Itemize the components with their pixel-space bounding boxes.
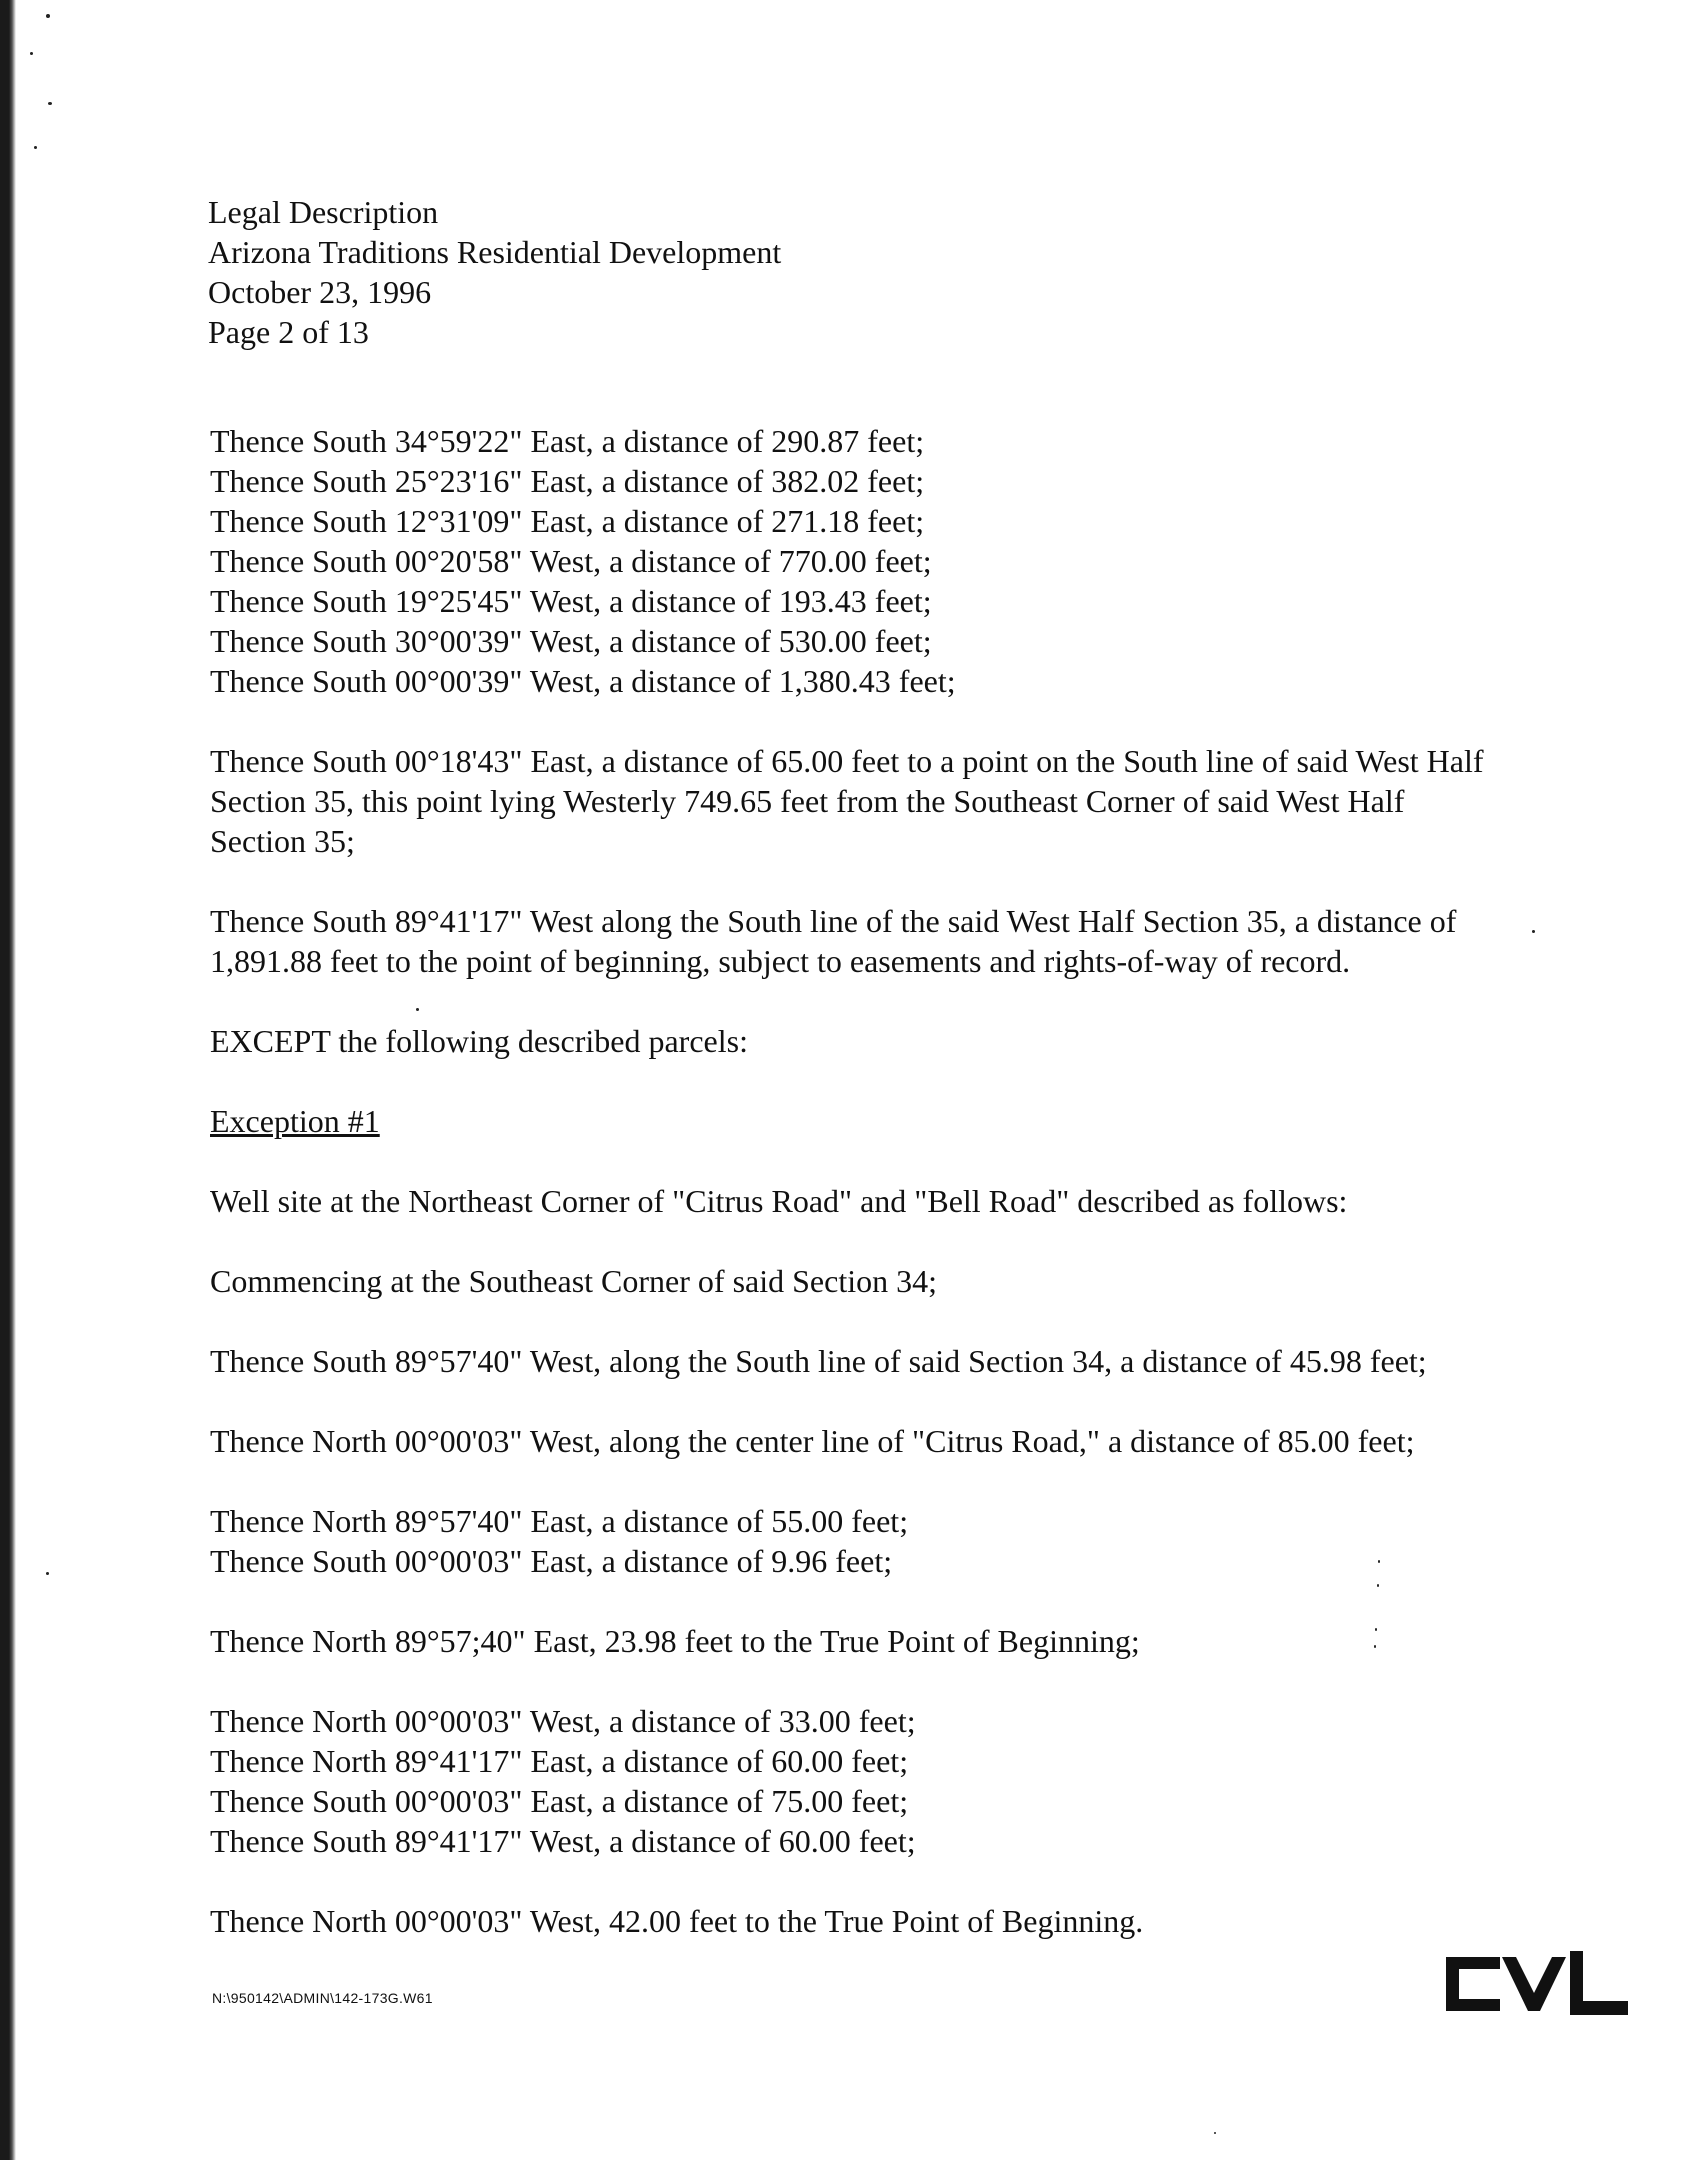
courses-block-3 bbox=[210, 1701, 1550, 1861]
course-line: Thence North 89°41'17" East, a distance of 60.00 feet; bbox=[210, 1743, 909, 1779]
scan-speck bbox=[46, 14, 50, 18]
paragraph-line: Section 35, this point lying Westerly 749.65 feet from the Southeast Corner of said West Half bbox=[210, 783, 1405, 819]
header-title: Legal Description bbox=[208, 194, 439, 230]
cvl-logo bbox=[1442, 1945, 1632, 2025]
scan-speck bbox=[34, 146, 37, 149]
courses-block-2 bbox=[210, 1501, 1550, 1581]
course-line: Thence South 34°59'22" East, a distance of 290.87 feet; bbox=[210, 423, 925, 459]
course-line: Thence South 12°31'09" East, a distance of 271.18 feet; bbox=[210, 503, 925, 539]
course-line: Thence South 89°41'17" West, a distance of 60.00 feet; bbox=[210, 1823, 916, 1859]
except-statement: EXCEPT the following described parcels: bbox=[210, 1023, 748, 1059]
paragraph-line: Section 35; bbox=[210, 823, 355, 859]
exception-heading: Exception #1 bbox=[210, 1103, 380, 1139]
true-point-statement: Thence North 89°57;40" East, 23.98 feet to the True Point of Beginning; bbox=[210, 1623, 1140, 1659]
course-line: Thence South 00°20'58" West, a distance of 770.00 feet; bbox=[210, 543, 932, 579]
well-site-statement: Well site at the Northeast Corner of "Citrus Road" and "Bell Road" described as follows: bbox=[210, 1183, 1348, 1219]
scan-speck bbox=[46, 1572, 49, 1575]
courses-block-1 bbox=[210, 421, 1550, 701]
course-line: Thence North 00°00'03" West, a distance of 33.00 feet; bbox=[210, 1703, 916, 1739]
scan-speck bbox=[48, 102, 52, 105]
closing-statement: Thence North 00°00'03" West, 42.00 feet to the True Point of Beginning. bbox=[210, 1903, 1144, 1939]
header-page-number: Page 2 of 13 bbox=[208, 314, 369, 350]
paragraph-line: Thence South 89°41'17" West along the South line of the said West Half Section 35, a distance of bbox=[210, 903, 1457, 939]
course-line: Thence South 25°23'16" East, a distance of 382.02 feet; bbox=[210, 463, 925, 499]
course-line: Thence South 89°57'40" West, along the South line of said Section 34, a distance of 45.98 feet; bbox=[210, 1343, 1427, 1379]
scan-speck bbox=[1214, 2132, 1216, 2134]
header-date: October 23, 1996 bbox=[208, 274, 432, 310]
course-line: Thence South 19°25'45" West, a distance of 193.43 feet; bbox=[210, 583, 932, 619]
point-of-beginning-paragraph bbox=[210, 901, 1550, 981]
south-line-paragraph bbox=[210, 741, 1550, 861]
course-line: Thence North 89°57'40" East, a distance of 55.00 feet; bbox=[210, 1503, 909, 1539]
course-line: Thence South 00°00'39" West, a distance of 1,380.43 feet; bbox=[210, 663, 956, 699]
paragraph-line: 1,891.88 feet to the point of beginning, subject to easements and rights-of-way of record. bbox=[210, 943, 1351, 979]
document-header bbox=[208, 192, 781, 352]
scan-edge-shadow bbox=[0, 0, 16, 2160]
course-line: Thence North 00°00'03" West, along the center line of "Citrus Road," a distance of 85.00 feet; bbox=[210, 1423, 1415, 1459]
header-project: Arizona Traditions Residential Development bbox=[208, 234, 782, 270]
legal-description-body bbox=[210, 421, 1550, 1941]
course-line: Thence South 00°00'03" East, a distance of 75.00 feet; bbox=[210, 1783, 909, 1819]
file-path-footer: N:\950142\ADMIN\142-173G.W61 bbox=[212, 1990, 433, 2006]
cvl-logo-mark bbox=[1442, 1945, 1632, 2025]
paragraph-line: Thence South 00°18'43" East, a distance of 65.00 feet to a point on the South line of said West Half bbox=[210, 743, 1484, 779]
commencing-statement: Commencing at the Southeast Corner of said Section 34; bbox=[210, 1263, 937, 1299]
course-line: Thence South 00°00'03" East, a distance of 9.96 feet; bbox=[210, 1543, 893, 1579]
scan-speck bbox=[30, 52, 33, 55]
course-line: Thence South 30°00'39" West, a distance of 530.00 feet; bbox=[210, 623, 932, 659]
